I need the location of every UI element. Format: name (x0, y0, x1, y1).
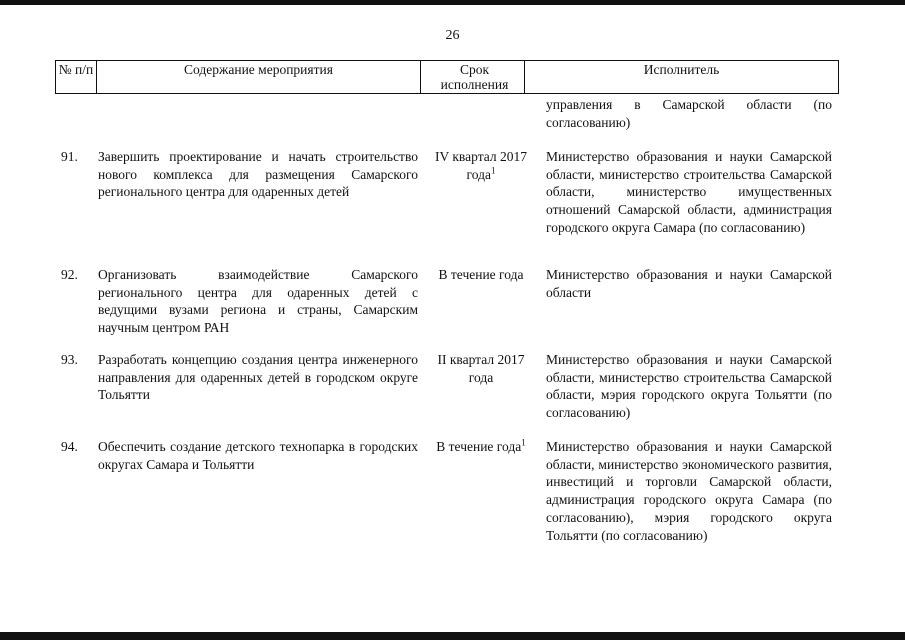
row-number: 92. (61, 267, 78, 282)
row-executor: Министерство образования и науки Самарской области, министерство строительства Самарской области, мэрия городского округа Тольятти (по согласованию) (546, 352, 832, 421)
row-term (425, 438, 537, 456)
row-content: Обеспечить создание детского технопарка в городских округах Самара и Тольятти (98, 439, 418, 472)
page-number: 26 (445, 28, 460, 43)
row-number: 94. (61, 439, 78, 454)
continued-executor: управления в Самарской области (по согласованию) (546, 97, 832, 130)
term-text: В течение года (438, 267, 524, 282)
row-content: Организовать взаимодействие Самарского регионального центра для одаренных детей с ведущими вузами региона и страны, Самарским научным центром РАН (98, 267, 418, 336)
header-num: № п/п (58, 62, 94, 77)
row-term (425, 266, 537, 284)
row-content: Разработать концепцию создания центра инженерного направления для одаренных детей в городском округе Тольятти (98, 352, 418, 403)
term-text: IV квартал 2017 года (435, 149, 527, 182)
term-text: В течение года (436, 439, 522, 454)
header-divider (420, 61, 421, 93)
header-executor: Исполнитель (643, 62, 720, 77)
row-number: 91. (61, 149, 78, 164)
table-header (55, 60, 839, 94)
row-term (425, 351, 537, 386)
term-footnote: 1 (521, 437, 526, 448)
bottom-border (0, 632, 905, 640)
row-number: 93. (61, 352, 78, 367)
term-text: II квартал 2017 года (437, 352, 525, 385)
row-term (425, 148, 537, 183)
header-content: Содержание мероприятия (184, 62, 333, 77)
row-executor: Министерство образования и науки Самарской области, министерство экономического развития, инвестиций и торговли Самарской области, администрация городского округа Самара (по согласованию), мэрия городского округа Тольятти (по согласованию) (546, 439, 832, 543)
row-executor: Министерство образования и науки Самарской области (546, 267, 832, 300)
row-content: Завершить проектирование и начать строительство нового комплекса для размещения Самарского регионального центра для одаренных детей (98, 149, 418, 200)
term-footnote: 1 (490, 165, 496, 176)
row-executor: Министерство образования и науки Самарской области, министерство строительства Самарской области, министерство имущественных отношений Самарской области, администрация городского округа Самара (по согласованию) (546, 149, 832, 235)
top-border (0, 0, 905, 5)
header-term: Срок исполнения (440, 62, 509, 92)
